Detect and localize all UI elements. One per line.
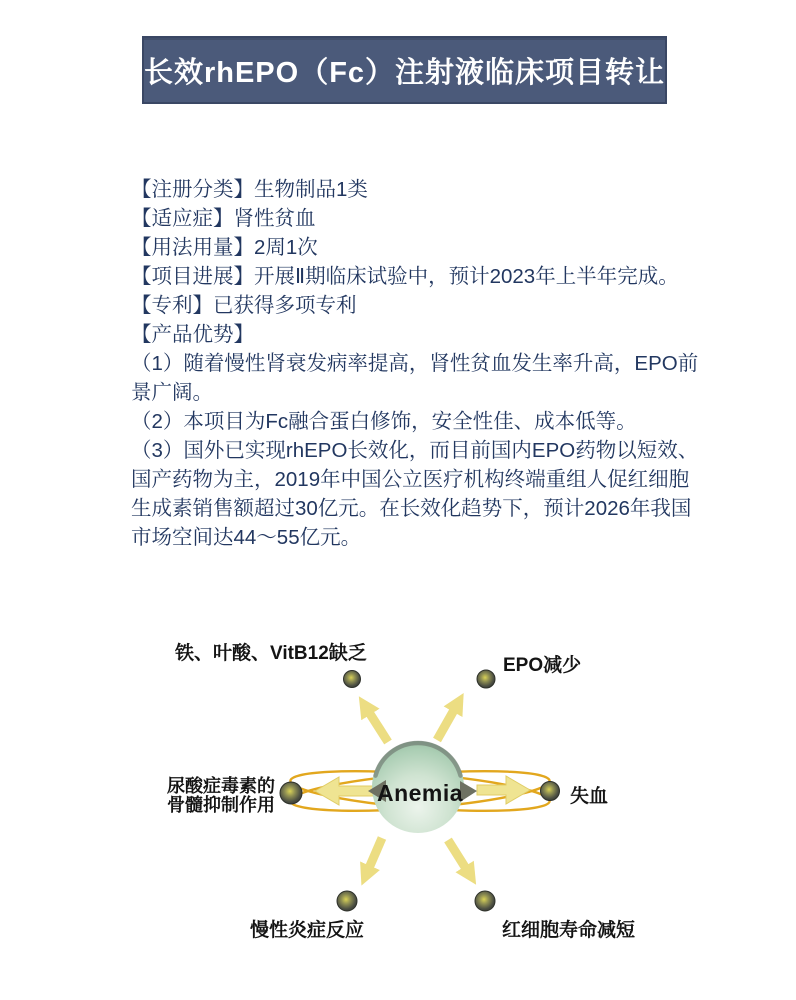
bead-bottom-right-icon xyxy=(475,891,495,911)
anemia-center-label: Anemia xyxy=(376,780,464,806)
bead-bottom-left-icon xyxy=(337,891,357,911)
line-progress: 【项目进展】开展Ⅱ期临床试验中，预计2023年上半年完成。 xyxy=(131,265,679,288)
label-deficiency: 铁、叶酸、VitB12缺乏 xyxy=(175,643,367,664)
line-advantage-3a: （3）国外已实现rhEPO长效化，而目前国内EPO药物以短效、 xyxy=(131,439,699,462)
arrow-left-icon xyxy=(315,777,373,805)
arrow-top-left-icon xyxy=(365,706,388,742)
line-advantage-1a: （1）随着慢性肾衰发病率提高，肾性贫血发生率升高，EPO前 xyxy=(131,352,699,375)
line-advantages-header: 【产品优势】 xyxy=(131,323,254,346)
page-title: 长效rhEPO（Fc）注射液临床项目转让 xyxy=(143,56,666,89)
bead-top-right-icon xyxy=(477,670,495,688)
arrow-bottom-left-icon xyxy=(366,838,382,875)
label-blood-loss: 失血 xyxy=(570,786,609,807)
line-advantage-3c: 生成素销售额超过30亿元。在长效化趋势下，预计2026年我国 xyxy=(131,497,692,520)
label-uremic-toxins-line1: 尿酸症毒素的 xyxy=(167,776,275,796)
line-advantage-2: （2）本项目为Fc融合蛋白修饰，安全性佳、成本低等。 xyxy=(131,410,637,433)
line-dosage: 【用法用量】2周1次 xyxy=(131,236,318,259)
label-chronic-inflammation: 慢性炎症反应 xyxy=(250,920,365,941)
line-patent: 【专利】已获得多项专利 xyxy=(131,294,357,317)
bead-top-left-icon xyxy=(344,671,361,688)
title-banner xyxy=(142,36,667,104)
bead-right-icon xyxy=(541,782,560,801)
label-uremic-toxins-line2: 骨髓抑制作用 xyxy=(167,794,275,815)
project-details xyxy=(131,175,699,552)
line-indication: 【适应症】肾性贫血 xyxy=(131,207,316,230)
line-advantage-1b: 景广阔。 xyxy=(131,381,213,404)
arrow-top-right-icon xyxy=(437,703,458,740)
label-uremic-toxins xyxy=(167,777,275,814)
bead-left-icon xyxy=(280,782,302,804)
line-advantage-3d: 市场空间达44～55亿元。 xyxy=(131,526,362,549)
line-registration-class: 【注册分类】生物制品1类 xyxy=(131,178,368,201)
line-advantage-3b: 国产药物为主，2019年中国公立医疗机构终端重组人促红细胞 xyxy=(131,468,690,491)
arrow-bottom-right-icon xyxy=(448,840,470,875)
label-rbc-lifespan: 红细胞寿命减短 xyxy=(502,920,636,941)
label-epo-decrease: EPO减少 xyxy=(503,655,582,676)
